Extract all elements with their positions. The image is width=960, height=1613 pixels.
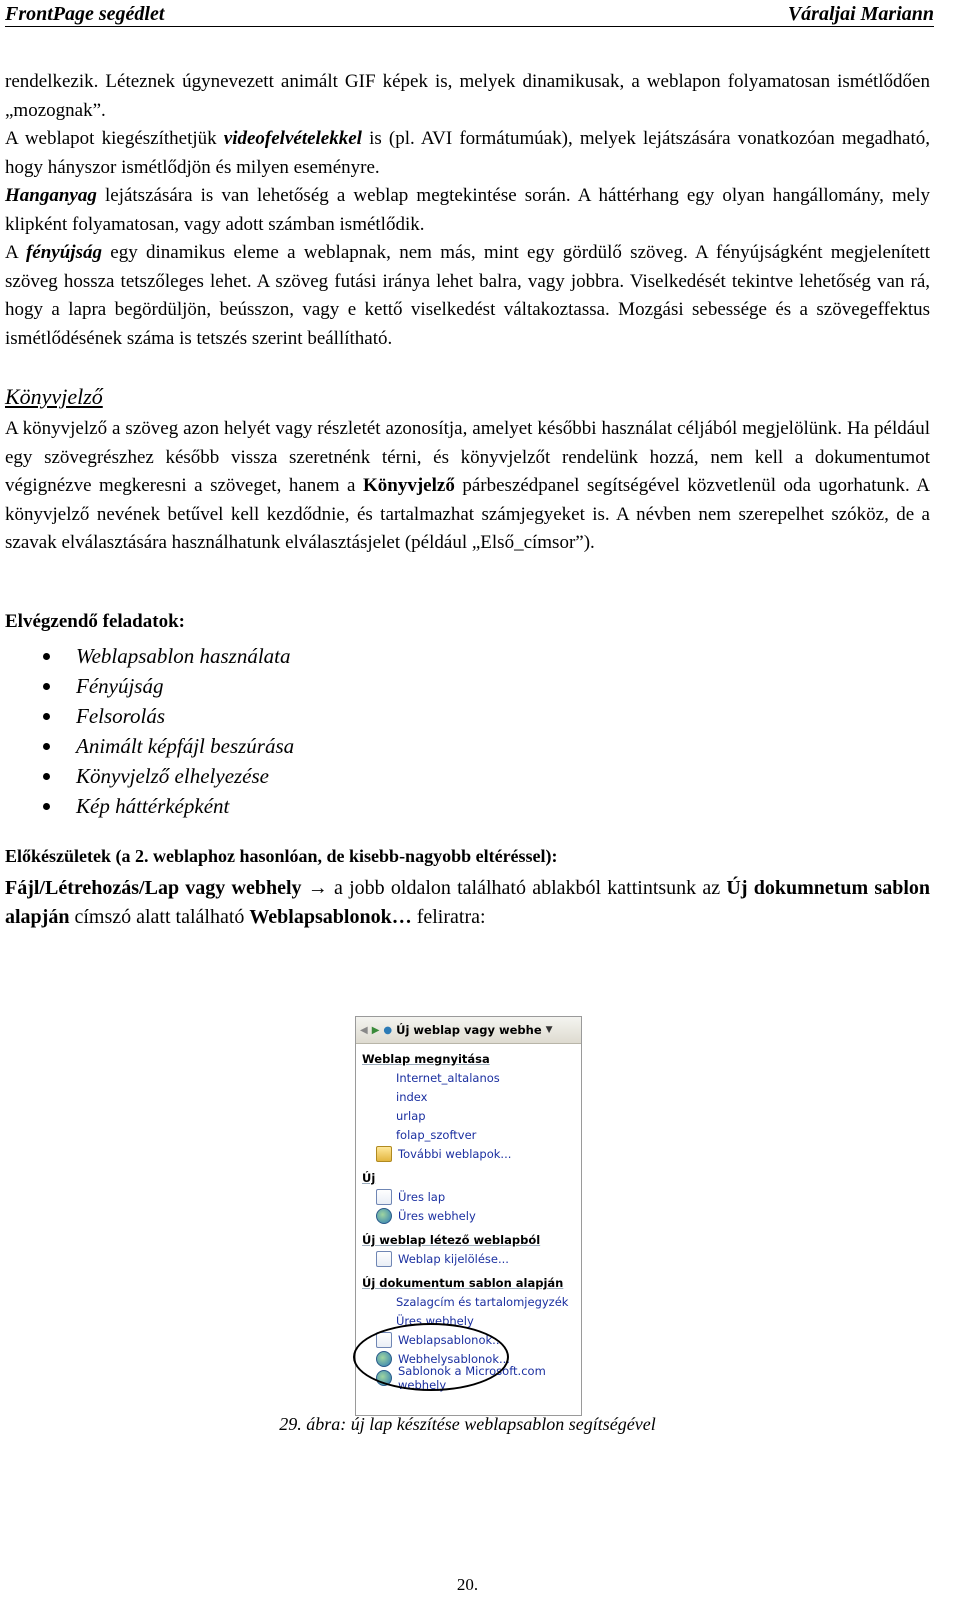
task-label: Weblapsablon használata	[76, 644, 291, 668]
menu-path: Fájl/Létrehozás/Lap vagy webhely	[5, 876, 302, 899]
list-item	[5, 642, 930, 672]
task-label: Könyvjelző elhelyezése	[76, 764, 269, 788]
task-pane-screenshot	[355, 1016, 582, 1416]
group-open-page: Weblap megnyitása	[362, 1052, 490, 1066]
task-label: Kép háttérképként	[76, 794, 230, 818]
task-label: Animált képfájl beszúrása	[76, 734, 295, 758]
prep-text-1: a jobb oldalon található ablakból kattintsunk az	[334, 876, 727, 899]
link-label: Sablonok a Microsoft.com webhely	[398, 1363, 546, 1392]
prep-text-3: feliratra:	[411, 905, 486, 928]
recent-file-link[interactable]	[356, 1106, 581, 1125]
blank-site-link[interactable]	[356, 1206, 581, 1225]
intro-text-2b: is (pl. AVI formátumúak), melyek lejátszására vonatkozóan megadható, hogy hányszor ismétlődjön és milyen eseményre.	[5, 128, 930, 178]
link-label: Internet_altalanos	[396, 1070, 500, 1085]
bookmark-heading: Könyvjelző	[5, 384, 103, 409]
page-header	[5, 0, 934, 27]
list-item	[5, 792, 930, 822]
figure-caption: 29. ábra: új lap készítése weblapsablon segítségével	[279, 1414, 656, 1434]
header-title: FrontPage segédlet	[5, 3, 165, 25]
home-icon[interactable]: ●	[383, 1024, 393, 1036]
page-content	[5, 68, 930, 932]
intro-text-1: rendelkezik. Léteznek úgynevezett animált GIF képek is, melyek dinamikusak, a weblapon folyamatosan ismétlődően „mozognak”.	[5, 71, 930, 121]
more-pages-link[interactable]	[356, 1144, 581, 1163]
bullet-icon	[43, 713, 50, 720]
intro-text-4a: A	[5, 242, 26, 263]
group-from-template: Új dokumentum sablon alapján	[362, 1276, 564, 1290]
task-label: Fényújság	[76, 674, 164, 698]
arrow-glyph: →	[301, 876, 334, 899]
intro-text-2a: A weblapot kiegészíthetjük	[5, 128, 224, 149]
back-arrow-icon[interactable]: ◀	[360, 1024, 368, 1036]
group-from-existing: Új weblap létező weblapból	[362, 1233, 541, 1247]
prep-paragraph	[5, 874, 930, 932]
folder-icon	[376, 1146, 392, 1162]
recent-file-link[interactable]	[356, 1125, 581, 1144]
tasks-heading: Elvégzendő feladatok:	[5, 610, 185, 632]
bullet-icon	[43, 773, 50, 780]
bullet-icon	[43, 653, 50, 660]
link-label: index	[396, 1089, 428, 1104]
task-label: Felsorolás	[76, 704, 166, 728]
banner-toc-link[interactable]	[356, 1292, 581, 1311]
link-label: Üres webhely	[398, 1208, 476, 1223]
link-label: Weblapsablonok...	[398, 1332, 504, 1347]
globe-icon	[376, 1208, 392, 1224]
globe-icon	[376, 1351, 392, 1367]
recent-file-link[interactable]	[356, 1087, 581, 1106]
intro-text-4b: egy dinamikus eleme a weblapnak, nem más, mint egy gördülő szöveg. A fényújságként megjelenített szöveg hossza tetszőleges lehet. A szöveg futási iránya lehet balra, vagy jobbra. Viselkedését tekintve lehetőség van rá, hogy a lapra begördüljön, beússzon, vagy e kettő viselkedést váltakoztassa. Mozgási sebessége és a szövegeffektus ismétlődésének száma is tetszés szerint beállítható.	[5, 242, 930, 349]
dropdown-arrow-icon[interactable]: ▼	[545, 1025, 553, 1035]
intro-paragraph-4	[5, 239, 930, 353]
web-templates-term: Weblapsablonok…	[249, 905, 412, 928]
list-item	[5, 732, 930, 762]
link-label: urlap	[396, 1108, 426, 1123]
list-item	[5, 762, 930, 792]
list-item	[5, 672, 930, 702]
forward-arrow-icon[interactable]: ▶	[371, 1024, 380, 1036]
microsoft-templates-link[interactable]	[356, 1363, 581, 1392]
intro-text-3: lejátszására is van lehetőség a weblap megtekintése során. A háttérhang egy olyan hangállomány, mely klipként folyamatosan, vagy adott számban ismétlődik.	[5, 185, 930, 235]
prep-text-2: címszó alatt található	[69, 905, 250, 928]
bookmark-text-a: A könyvjelző a szöveg azon helyét vagy részletét azonosítja, amelyet későbbi használat céljából megjelölünk. Ha például egy szövegrészhez később vissza szeretnénk térni, és könyvjelzőt rendelünk hozzá, nem kell a dokumentumot végignézve megkeresni a szöveget, hanem a	[5, 418, 930, 496]
page-number: 20.	[456, 1575, 479, 1594]
blank-page-link[interactable]	[356, 1187, 581, 1206]
link-label: További weblapok...	[398, 1146, 512, 1161]
video-term: videofelvételekkel	[223, 128, 362, 149]
bullet-icon	[43, 743, 50, 750]
recent-file-link[interactable]	[356, 1068, 581, 1087]
link-label: Webhelysablonok...	[398, 1351, 510, 1366]
globe-icon	[376, 1370, 392, 1386]
link-label: folap_szoftver	[396, 1127, 477, 1142]
template-section-term: Új dokumnetum sablon alapján	[5, 876, 931, 928]
group-new: Új	[362, 1171, 376, 1185]
header-author: Váraljai Mariann	[787, 3, 934, 25]
task-pane-header	[356, 1017, 581, 1044]
intro-paragraph-2	[5, 125, 930, 182]
prep-heading: Előkészületek (a 2. weblaphoz hasonlóan, de kisebb-nagyobb eltéréssel):	[5, 845, 558, 866]
page-icon	[376, 1189, 392, 1205]
page-icon	[376, 1332, 392, 1348]
link-label: Üres webhely	[396, 1313, 474, 1328]
page-templates-link[interactable]	[356, 1330, 581, 1349]
marquee-term: fényújság	[25, 242, 102, 263]
task-pane-title: Új weblap vagy webhe	[396, 1023, 542, 1037]
choose-page-link[interactable]	[356, 1249, 581, 1268]
list-item	[5, 702, 930, 732]
bookmark-paragraph	[5, 415, 930, 558]
bullet-icon	[43, 683, 50, 690]
intro-paragraph-1	[5, 68, 930, 125]
task-list	[5, 642, 930, 822]
link-label: Üres lap	[398, 1189, 446, 1204]
sound-term: Hanganyag	[5, 185, 97, 206]
link-label: Weblap kijelölése...	[398, 1251, 509, 1266]
bookmark-dialog-term: Könyvjelző	[363, 475, 455, 496]
page-icon	[376, 1251, 392, 1267]
bookmark-text-b: párbeszédpanel segítségével közvetlenül oda ugorhatunk. A könyvjelző nevének betűvel kell kezdődnie, és tartalmazhat számjegyeket is. A névben nem szerepelhet szóköz, de a szavak elválasztására használhatunk elválasztásjelet (például „Első_címsor”).	[5, 475, 930, 553]
intro-paragraph-3	[5, 182, 930, 239]
link-label: Szalagcím és tartalomjegyzék	[396, 1294, 569, 1309]
bullet-icon	[43, 803, 50, 810]
empty-site-template-link[interactable]	[356, 1311, 581, 1330]
